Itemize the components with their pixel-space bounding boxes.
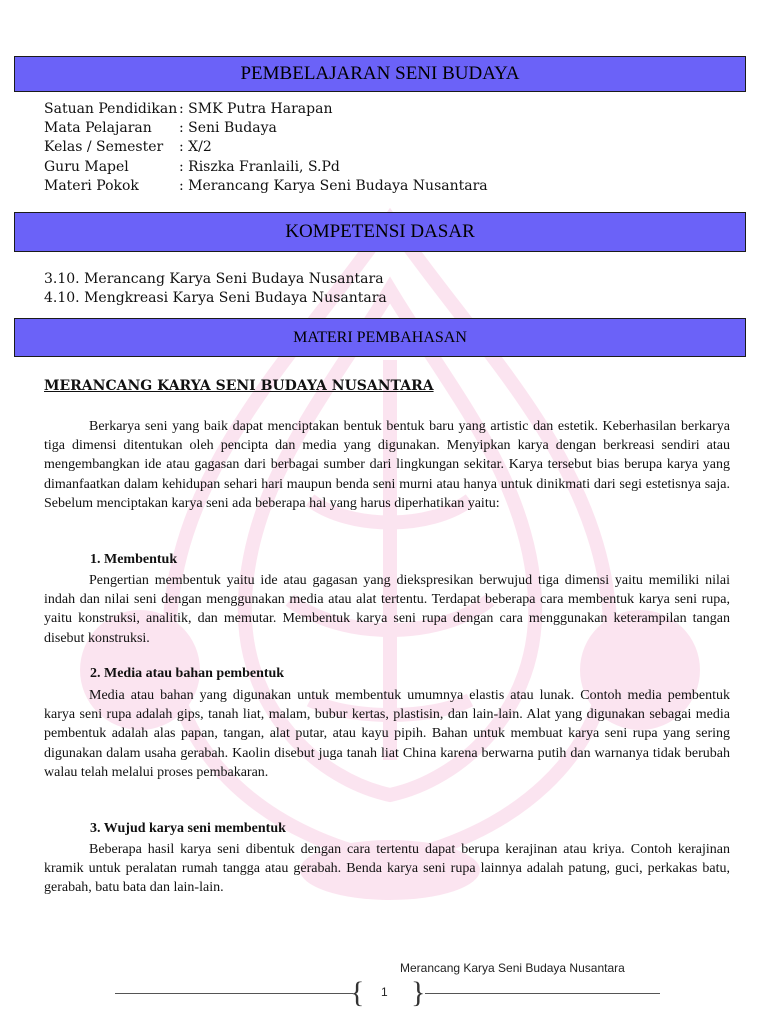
paragraph-text: Media atau bahan yang digunakan untuk membentuk umumnya elastis atau lunak. Contoh media pembentuk karya seni rupa adalah gips, tanah liat, malam, bubur kertas, plastisin, dan lain-lain. Alat yang digunakan sebagai media pembentuk adalah alas papan, tangan, alat putar, atau kayu pipih. Bahan untuk membuat karya seni rupa yang sering digunakan dalam usaha gerabah. Kaolin disebut juga tanah liat China karena berwarna putih dan warnanya tidak berubah walau telah melalui proses pembakaran. [44, 688, 730, 780]
page-title-banner [14, 56, 746, 92]
subsection-heading: 3. Wujud karya seni membentuk [90, 821, 286, 836]
page-number: 1 [381, 985, 388, 999]
paragraph-text: Pengertian membentuk yaitu ide atau gagasan yang diekspresikan berwujud tiga dimensi yaitu memiliki nilai indah dan nilai seni dengan menggunakan media atau alat tertentu. Terdapat beberapa cara membentuk karya seni rupa, yaitu konstruksi, analitik, dan memutar. Membentuk karya seni rupa dengan cara menggunakan keterampilan tangan disebut konstruksi. [44, 573, 730, 646]
info-label: Mata Pelajaran [44, 120, 152, 137]
section-heading: MERANCANG KARYA SENI BUDAYA NUSANTARA [44, 378, 434, 394]
info-label: Guru Mapel [44, 158, 129, 175]
course-info [44, 100, 488, 196]
info-row [44, 158, 488, 177]
info-row [44, 100, 488, 119]
materi-banner [14, 318, 746, 357]
left-brace-icon: { [350, 976, 365, 1009]
info-value: : SMK Putra Harapan [179, 101, 333, 117]
footer-divider [115, 993, 353, 994]
info-row [44, 177, 488, 196]
subsection-heading: 1. Membentuk [90, 552, 178, 567]
paragraph-text: Berkarya seni yang baik dapat menciptakan bentuk bentuk baru yang artistic dan estetik. Keberhasilan berkarya tiga dimensi ditentukan oleh pencipta dan media yang digunakan. Menyipkan karya dengan berkreasi sendiri atau mengembangkan ide atau gagasan dari berbagai sumber dari lingkungan sekitar. Karya tersebut bias berupa karya yang dimanfaatkan dalam kehidupan sehari hari maupun benda seni murni atau hanya untuk dinikmati dari segi estetisnya saja. Sebelum menciptakan karya seni ada beberapa hal yang harus diperhatikan yaitu: [44, 419, 730, 511]
intro-paragraph [44, 417, 730, 513]
kompetensi-banner [14, 212, 746, 252]
right-brace-icon: } [411, 976, 426, 1009]
subsection-paragraph [44, 840, 730, 898]
subsection-paragraph [44, 571, 730, 648]
info-row [44, 138, 488, 157]
paragraph-text: Beberapa hasil karya seni dibentuk dengan cara tertentu dapat berupa kerajinan atau kriya. Contoh kerajinan kramik untuk peralatan rumah tangga atau gerabah. Benda karya seni rupa lainnya adalah patung, guci, perkakas batu, gerabah, batu bata dan lain-lain. [44, 842, 730, 896]
info-value: : Merancang Karya Seni Budaya Nusantara [179, 177, 488, 194]
subsection-heading: 2. Media atau bahan pembentuk [90, 666, 285, 681]
kompetensi-list [44, 270, 387, 308]
kompetensi-item: 4.10. Mengkreasi Karya Seni Budaya Nusantara [44, 290, 387, 306]
subsection-paragraph [44, 686, 730, 782]
kompetensi-item: 3.10. Merancang Karya Seni Budaya Nusantara [44, 271, 384, 287]
materi-title: MATERI PEMBAHASAN [293, 329, 467, 346]
page-title: PEMBELAJARAN SENI BUDAYA [240, 63, 520, 84]
footer-divider [425, 993, 660, 994]
info-row [44, 119, 488, 138]
info-label: Kelas / Semester [44, 139, 164, 156]
footer-title: Merancang Karya Seni Budaya Nusantara [400, 961, 625, 975]
info-label: Materi Pokok [44, 177, 139, 194]
info-value: : Riszka Franlaili, S.Pd [179, 158, 340, 175]
info-value: : X/2 [179, 139, 212, 156]
info-value: : Seni Budaya [179, 120, 277, 137]
kompetensi-title: KOMPETENSI DASAR [285, 221, 475, 242]
info-label: Satuan Pendidikan [44, 101, 178, 117]
